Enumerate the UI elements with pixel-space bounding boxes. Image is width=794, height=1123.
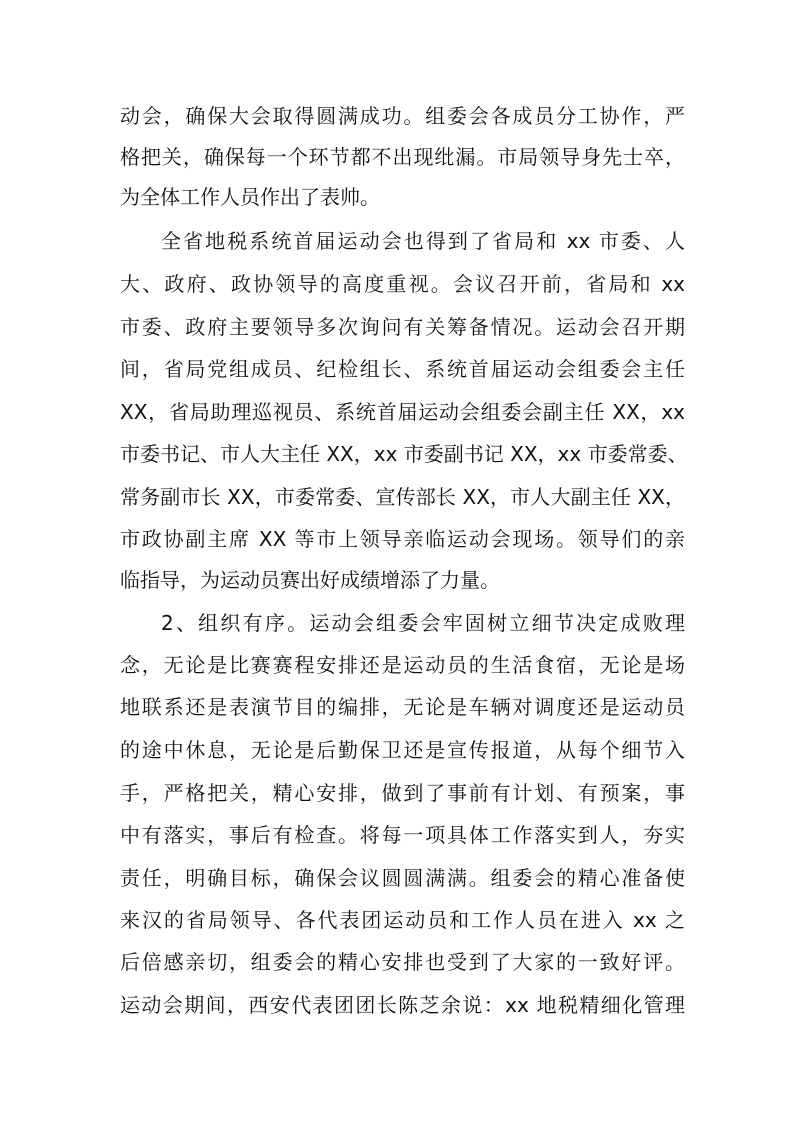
body-text-line: 市委书记、市人大主任 XX，xx 市委副书记 XX，xx 市委常委、: [120, 442, 688, 466]
body-text-line: 临指导，为运动员赛出好成绩增添了力量。: [120, 568, 500, 592]
body-text-line: 常务副市长 XX，市委常委、宣传部长 XX，市人大副主任 XX，: [120, 485, 685, 509]
body-text-line: 的途中休息，无论是后勤保卫还是宣传报道，从每个细节入: [120, 738, 685, 762]
body-text-line: 手，严格把关，精心安排，做到了事前有计划、有预案，事: [120, 781, 685, 805]
body-text-line: 间，省局党组成员、纪检组长、系统首届运动会组委会主任: [120, 357, 685, 381]
body-text-line: 2、组织有序。运动会组委会牢固树立细节决定成败理: [161, 611, 685, 635]
body-text-line: 念，无论是比赛赛程安排还是运动员的生活食宿，无论是场: [120, 653, 685, 677]
body-text-line: 大、政府、政协领导的高度重视。会议召开前，省局和 xx: [120, 272, 685, 296]
body-text-line: 中有落实，事后有检查。将每一项具体工作落实到人，夯实: [120, 823, 685, 847]
body-text-line: 动会，确保大会取得圆满成功。组委会各成员分工协作，严: [120, 104, 685, 128]
body-text-line: 来汉的省局领导、各代表团运动员和工作人员在进入 xx 之: [120, 908, 685, 932]
body-text-line: 责任，明确目标，确保会议圆圆满满。组委会的精心准备使: [120, 866, 685, 890]
body-text-line: 后倍感亲切，组委会的精心安排也受到了大家的一致好评。: [120, 950, 685, 974]
body-text-line: 市政协副主席 XX 等市上领导亲临运动会现场。领导们的亲: [120, 527, 685, 551]
body-text-line: 运动会期间，西安代表团团长陈芝余说：xx 地税精细化管理: [120, 993, 685, 1017]
body-text-line: 为全体工作人员作出了表帅。: [120, 185, 380, 209]
body-text-line: 全省地税系统首届运动会也得到了省局和 xx 市委、人: [161, 229, 685, 253]
body-text-line: 地联系还是表演节目的编排，无论是车辆对调度还是运动员: [120, 695, 685, 719]
body-text-line: XX，省局助理巡视员、系统首届运动会组委会副主任 XX，xx: [120, 400, 685, 424]
body-text-line: 格把关，确保每一个环节都不出现纰漏。市局领导身先士卒，: [120, 145, 685, 169]
body-text-line: 市委、政府主要领导多次询问有关筹备情况。运动会召开期: [120, 315, 685, 339]
